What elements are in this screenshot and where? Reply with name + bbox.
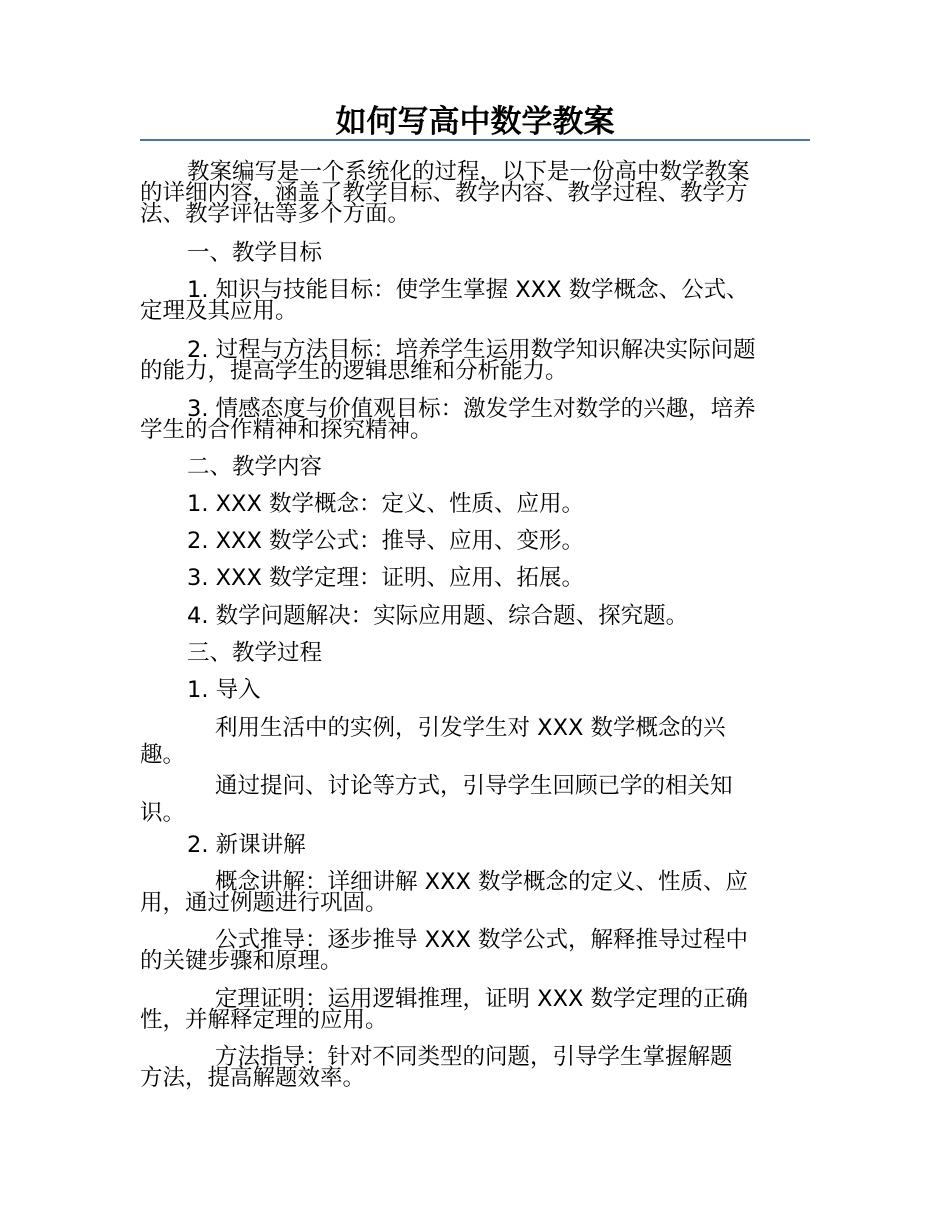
section-heading-content: 二、教学内容 — [187, 454, 323, 480]
objective-item-2 — [140, 337, 812, 384]
lesson-step-theorem-line-2: 性，并解释定理的应用。 — [140, 1007, 388, 1033]
lesson-step-formula-line-1: 公式推导：逐步推导 XXX 数学公式，解释推导过程中 — [215, 927, 749, 953]
section-heading-objectives: 一、教学目标 — [187, 240, 323, 266]
content-item-3: 3. XXX 数学定理：证明、应用、拓展。 — [187, 565, 585, 591]
intro-step-1 — [140, 715, 812, 768]
intro-line-2: 的详细内容，涵盖了教学目标、教学内容、教学过程、教学方 — [140, 180, 748, 206]
title-underline — [140, 139, 810, 141]
process-sub-heading-new-lesson: 2. 新课讲解 — [187, 832, 306, 858]
lesson-step-concept — [140, 869, 812, 916]
intro-paragraph — [140, 159, 812, 227]
objective-item-3-line-1: 3. 情感态度与价值观目标：激发学生对数学的兴趣，培养 — [187, 396, 756, 422]
lesson-step-method — [140, 1044, 812, 1091]
intro-line-1: 教案编写是一个系统化的过程，以下是一份高中数学教案 — [187, 159, 750, 185]
intro-step-2-line-2: 识。 — [140, 800, 186, 826]
lesson-step-concept-line-2: 用，通过例题进行巩固。 — [140, 890, 388, 916]
lesson-step-method-line-2: 方法，提高解题效率。 — [140, 1065, 366, 1091]
section-heading-process: 三、教学过程 — [187, 640, 323, 666]
lesson-step-theorem — [140, 986, 812, 1033]
objective-item-2-line-1: 2. 过程与方法目标：培养学生运用数学知识解决实际问题 — [187, 337, 756, 363]
intro-step-1-line-2: 趣。 — [140, 742, 186, 768]
objective-item-3-line-2: 学生的合作精神和探究精神。 — [140, 417, 433, 443]
content-item-2: 2. XXX 数学公式：推导、应用、变形。 — [187, 528, 585, 554]
intro-step-2 — [140, 773, 812, 826]
intro-step-1-line-1: 利用生活中的实例，引发学生对 XXX 数学概念的兴 — [215, 715, 726, 741]
content-item-1: 1. XXX 数学概念：定义、性质、应用。 — [187, 491, 585, 517]
lesson-step-theorem-line-1: 定理证明：运用逻辑推理，证明 XXX 数学定理的正确 — [215, 986, 749, 1012]
objective-item-1-line-2: 定理及其应用。 — [140, 298, 298, 324]
objective-item-2-line-2: 的能力，提高学生的逻辑思维和分析能力。 — [140, 358, 568, 384]
lesson-step-formula — [140, 927, 812, 974]
objective-item-3 — [140, 396, 812, 443]
intro-line-3: 法、教学评估等多个方面。 — [140, 201, 411, 227]
content-item-4: 4. 数学问题解决：实际应用题、综合题、探究题。 — [187, 603, 689, 629]
page-title: 如何写高中数学教案 — [335, 104, 615, 140]
objective-item-1 — [140, 277, 812, 324]
process-sub-heading-intro: 1. 导入 — [187, 677, 261, 703]
lesson-step-method-line-1: 方法指导：针对不同类型的问题，引导学生掌握解题 — [215, 1044, 733, 1070]
intro-step-2-line-1: 通过提问、讨论等方式，引导学生回顾已学的相关知 — [215, 773, 733, 799]
objective-item-1-line-1: 1. 知识与技能目标：使学生掌握 XXX 数学概念、公式、 — [187, 277, 749, 303]
lesson-step-formula-line-2: 的关键步骤和原理。 — [140, 948, 343, 974]
lesson-step-concept-line-1: 概念讲解：详细讲解 XXX 数学概念的定义、性质、应 — [215, 869, 749, 895]
